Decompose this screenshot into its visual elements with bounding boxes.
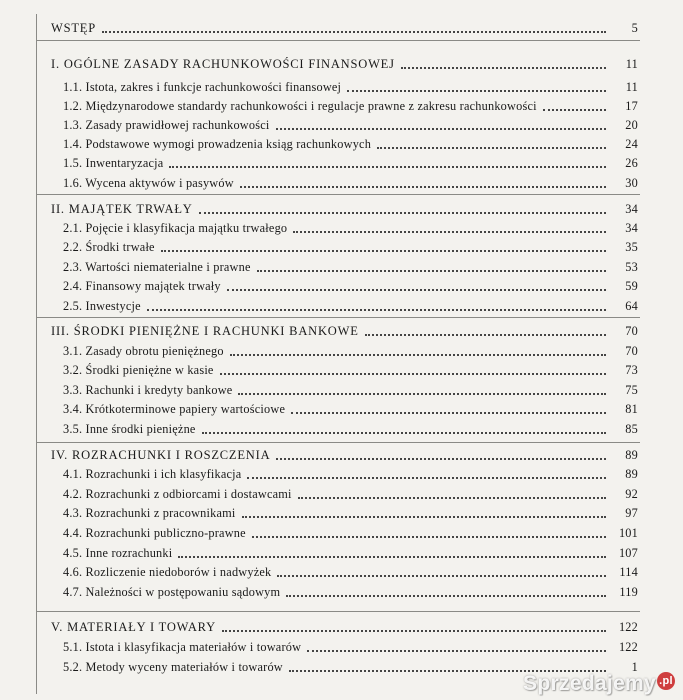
toc-entry-title: 4.4. Rozrachunki publiczno-prawne [63,526,246,540]
toc-entry-title: III. ŚRODKI PIENIĘŻNE I RACHUNKI BANKOWE [51,324,359,338]
chapter-divider [37,317,640,318]
dot-leader [147,308,606,311]
table-of-contents [36,14,640,694]
toc-entry-title: 4.2. Rozrachunki z odbiorcami i dostawcami [63,487,292,501]
toc-entry-title: 2.1. Pojęcie i klasyfikacja majątku trwałego [63,221,288,235]
toc-entry-page: 122 [618,620,638,634]
toc-entry-page: 1 [631,660,638,674]
dot-leader [401,66,606,69]
toc-entry-title: 1.6. Wycena aktywów i pasywów [63,176,234,190]
dot-leader [220,372,606,375]
toc-entry-page: 5 [631,21,638,35]
toc-section [37,239,640,255]
toc-entry-title: 1.2. Międzynarodowe standardy rachunkowości i regulacje prawne z zakresu rachunkowości [63,99,537,113]
toc-entry-page: 30 [625,176,638,190]
watermark-logo [523,672,675,696]
toc-entry-page: 101 [618,526,638,540]
dot-leader [291,411,606,414]
toc-section [37,639,640,655]
toc-entry-title: I. OGÓLNE ZASADY RACHUNKOWOŚCI FINANSOWEJ [51,57,395,71]
dot-leader [543,108,606,111]
watermark-text: Sprzedajemy [523,672,656,695]
toc-entry-page: 89 [625,467,638,481]
toc-entry-title: 5.1. Istota i klasyfikacja materiałów i towarów [63,640,302,654]
dot-leader [365,333,606,336]
dot-leader [161,249,606,252]
dot-leader [238,392,606,395]
toc-entry-title: 4.3. Rozrachunki z pracownikami [63,506,236,520]
dot-leader [276,457,606,460]
toc-chapter [37,447,640,463]
chapter-divider [37,194,640,195]
dot-leader [307,649,606,652]
toc-entry-title: 3.5. Inne środki pieniężne [63,422,196,436]
dot-leader [257,269,606,272]
dot-leader [227,288,606,291]
toc-entry-page: 73 [625,363,638,377]
toc-section [37,155,640,171]
toc-section [37,98,640,114]
toc-section [37,564,640,580]
toc-section [37,466,640,482]
toc-entry-page: 97 [625,506,638,520]
dot-leader [169,165,606,168]
toc-entry-page: 114 [619,565,638,579]
toc-chapter [37,56,640,72]
toc-entry-page: 75 [625,383,638,397]
toc-chapter [37,619,640,635]
dot-leader [377,146,606,149]
toc-entry-title: IV. ROZRACHUNKI I ROSZCZENIA [51,448,271,462]
watermark-suffix: .pl [657,672,675,690]
toc-entry-title: 5.2. Metody wyceny materiałów i towarów [63,660,283,674]
toc-entry-title: II. MAJĄTEK TRWAŁY [51,202,193,216]
toc-chapter [37,20,640,36]
toc-section [37,505,640,521]
dot-leader [298,496,606,499]
toc-section [37,278,640,294]
toc-entry-title: 4.6. Rozliczenie niedoborów i nadwyżek [63,565,272,579]
dot-leader [222,629,606,632]
toc-chapter [37,201,640,217]
toc-section [37,421,640,437]
toc-section [37,117,640,133]
dot-leader [293,230,606,233]
toc-entry-page: 17 [625,99,638,113]
toc-section [37,79,640,95]
toc-chapter [37,323,640,339]
toc-section [37,486,640,502]
toc-section [37,525,640,541]
toc-entry-title: 2.5. Inwestycje [63,299,141,313]
toc-entry-title: 1.1. Istota, zakres i funkcje rachunkowości finansowej [63,80,342,94]
toc-entry-title: 3.4. Krótkoterminowe papiery wartościowe [63,402,286,416]
toc-entry-title: WSTĘP [51,21,96,35]
dot-leader [286,594,606,597]
dot-leader [240,185,606,188]
toc-entry-page: 122 [618,640,638,654]
toc-entry-page: 64 [625,299,638,313]
toc-section [37,343,640,359]
toc-entry-page: 70 [625,324,638,338]
toc-entry-page: 53 [625,260,638,274]
toc-section [37,382,640,398]
dot-leader [230,353,606,356]
toc-entry-page: 34 [625,221,638,235]
toc-entry-title: 3.1. Zasady obrotu pieniężnego [63,344,224,358]
chapter-divider [37,442,640,443]
toc-entry-title: 2.2. Środki trwałe [63,240,155,254]
toc-entry-title: 4.7. Należności w postępowaniu sądowym [63,585,281,599]
toc-entry-page: 11 [625,57,638,71]
toc-entry-title: 1.4. Podstawowe wymogi prowadzenia ksiąg rachunkowych [63,137,372,151]
toc-entry-page: 26 [625,156,638,170]
dot-leader [199,211,606,214]
toc-section [37,401,640,417]
toc-entry-page: 24 [625,137,638,151]
toc-entry-page: 20 [625,118,638,132]
toc-entry-page: 81 [625,402,638,416]
toc-entry-title: 4.5. Inne rozrachunki [63,546,173,560]
dot-leader [102,30,606,33]
toc-entry-page: 85 [625,422,638,436]
chapter-divider [37,611,640,612]
chapter-divider [37,40,640,41]
toc-entry-page: 59 [625,279,638,293]
toc-section [37,259,640,275]
toc-section [37,584,640,600]
toc-entry-page: 70 [625,344,638,358]
dot-leader [247,476,606,479]
dot-leader [277,574,606,577]
toc-entry-page: 35 [625,240,638,254]
dot-leader [347,89,606,92]
toc-section [37,175,640,191]
toc-entry-title: V. MATERIAŁY I TOWARY [51,620,216,634]
toc-section [37,136,640,152]
toc-entry-page: 34 [625,202,638,216]
dot-leader [276,127,607,130]
toc-entry-title: 3.3. Rachunki i kredyty bankowe [63,383,233,397]
toc-section [37,298,640,314]
toc-entry-title: 4.1. Rozrachunki i ich klasyfikacja [63,467,242,481]
dot-leader [242,515,607,518]
toc-entry-title: 2.3. Wartości niematerialne i prawne [63,260,251,274]
toc-section [37,220,640,236]
toc-entry-title: 3.2. Środki pieniężne w kasie [63,363,214,377]
toc-entry-title: 1.3. Zasady prawidłowej rachunkowości [63,118,270,132]
toc-entry-page: 107 [618,546,638,560]
toc-entry-page: 89 [625,448,638,462]
toc-entry-title: 1.5. Inwentaryzacja [63,156,164,170]
toc-entry-page: 92 [625,487,638,501]
toc-section [37,545,640,561]
dot-leader [252,535,606,538]
dot-leader [178,555,606,558]
dot-leader [202,431,606,434]
toc-entry-title: 2.4. Finansowy majątek trwały [63,279,221,293]
toc-entry-page: 119 [619,585,638,599]
toc-section [37,362,640,378]
toc-entry-page: 11 [625,80,638,94]
